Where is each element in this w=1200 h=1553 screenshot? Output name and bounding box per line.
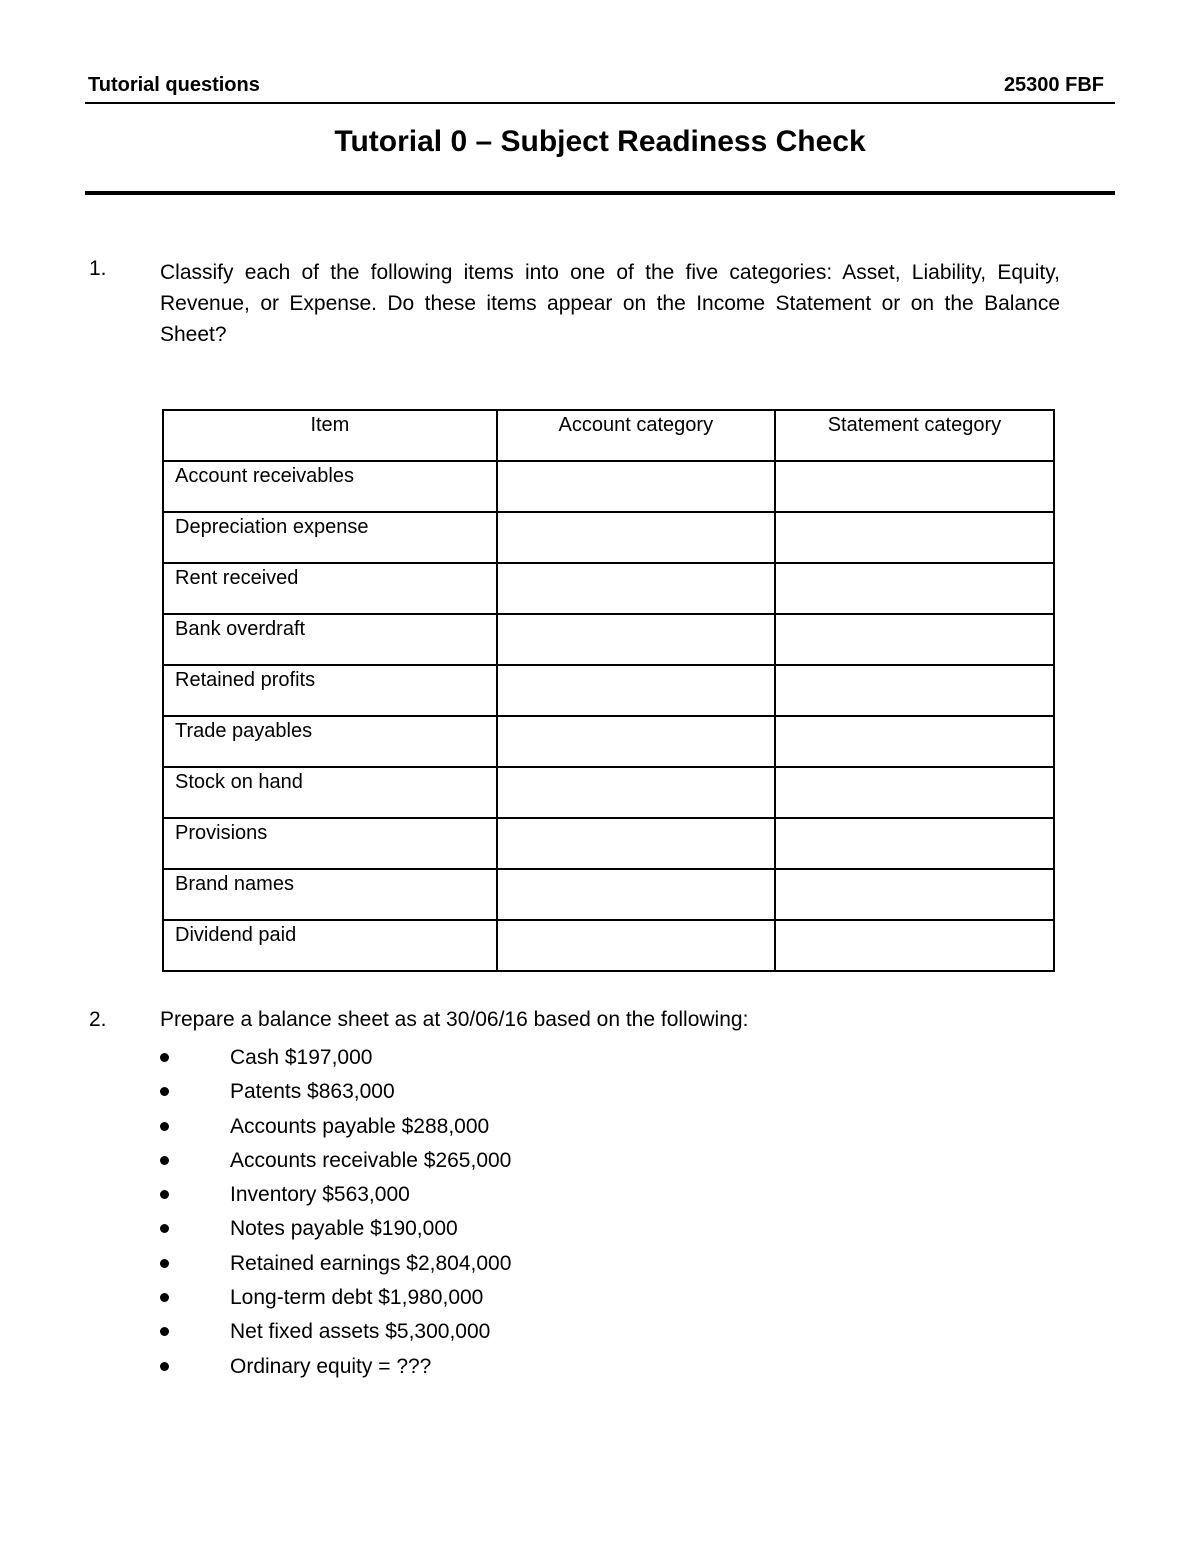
cell-item: Trade payables [163, 716, 497, 767]
bullet-icon [160, 1053, 169, 1062]
bullet-icon [160, 1259, 169, 1268]
list-item-text: Notes payable $190,000 [230, 1217, 458, 1241]
cell-statement-category [775, 563, 1054, 614]
list-item-text: Patents $863,000 [230, 1080, 395, 1104]
list-item-text: Net fixed assets $5,300,000 [230, 1320, 491, 1344]
list-item-text: Retained earnings $2,804,000 [230, 1251, 512, 1275]
cell-item: Retained profits [163, 665, 497, 716]
cell-item: Provisions [163, 818, 497, 869]
cell-account-category [497, 512, 775, 563]
header-subject-code: 25300 FBF [1003, 74, 1104, 96]
question-2-text: Prepare a balance sheet as at 30/06/16 based on the following: [160, 1008, 749, 1031]
list-item-text: Accounts receivable $265,000 [230, 1148, 512, 1172]
cell-statement-category [775, 818, 1054, 869]
classification-table [162, 409, 1055, 972]
list-item [160, 1249, 511, 1283]
table-header-row [163, 410, 1054, 461]
cell-statement-category [775, 716, 1054, 767]
header-course-label: Tutorial questions [88, 74, 260, 96]
cell-statement-category [775, 512, 1054, 563]
table-row [163, 563, 1054, 614]
bullet-icon [160, 1156, 169, 1165]
list-item [160, 1112, 511, 1146]
cell-statement-category [775, 869, 1054, 920]
cell-account-category [497, 818, 775, 869]
list-item [160, 1077, 511, 1111]
list-item [160, 1043, 511, 1077]
table-row [163, 869, 1054, 920]
bullet-icon [160, 1224, 169, 1233]
bullet-icon [160, 1362, 169, 1371]
page-title: Tutorial 0 – Subject Readiness Check [334, 125, 866, 158]
list-item [160, 1317, 511, 1351]
cell-item: Bank overdraft [163, 614, 497, 665]
question-1-number: 1. [89, 257, 107, 280]
cell-statement-category [775, 920, 1054, 971]
bullet-icon [160, 1190, 169, 1199]
header-divider [85, 102, 1115, 104]
header-account-category: Account category [497, 410, 775, 461]
table-row [163, 461, 1054, 512]
bullet-icon [160, 1122, 169, 1131]
bullet-icon [160, 1327, 169, 1336]
question-2-number: 2. [89, 1008, 107, 1031]
list-item [160, 1146, 511, 1180]
balance-items-list [160, 1043, 511, 1386]
list-item [160, 1214, 511, 1248]
cell-account-category [497, 665, 775, 716]
bullet-icon [160, 1293, 169, 1302]
bullet-icon [160, 1087, 169, 1096]
cell-item: Dividend paid [163, 920, 497, 971]
table-row [163, 665, 1054, 716]
list-item [160, 1283, 511, 1317]
cell-statement-category [775, 767, 1054, 818]
cell-account-category [497, 716, 775, 767]
list-item [160, 1352, 511, 1386]
cell-item: Depreciation expense [163, 512, 497, 563]
table-body [163, 461, 1054, 971]
cell-item: Rent received [163, 563, 497, 614]
table-row [163, 920, 1054, 971]
list-item-text: Inventory $563,000 [230, 1183, 410, 1207]
header-statement-category: Statement category [775, 410, 1054, 461]
cell-account-category [497, 461, 775, 512]
cell-statement-category [775, 614, 1054, 665]
cell-account-category [497, 920, 775, 971]
list-item [160, 1180, 511, 1214]
title-divider [85, 191, 1115, 195]
page-header [88, 72, 1114, 102]
cell-account-category [497, 614, 775, 665]
list-item-text: Long-term debt $1,980,000 [230, 1286, 484, 1310]
table-row [163, 716, 1054, 767]
cell-account-category [497, 869, 775, 920]
cell-statement-category [775, 461, 1054, 512]
list-item-text: Cash $197,000 [230, 1046, 373, 1069]
table-row [163, 512, 1054, 563]
list-item-text: Accounts payable $288,000 [230, 1114, 490, 1138]
table-row [163, 614, 1054, 665]
cell-item: Stock on hand [163, 767, 497, 818]
list-item-text: Ordinary equity = ??? [230, 1354, 432, 1378]
cell-item: Account receivables [163, 461, 497, 512]
header-item: Item [163, 410, 497, 461]
cell-account-category [497, 563, 775, 614]
question-1-text: Classify each of the following items into one of the five categories: Asset, Liability, Equity, Revenue, or Expense. Do these items appear on the Income Statement or on the Balance Sheet? [160, 261, 1060, 346]
cell-item: Brand names [163, 869, 497, 920]
table-row [163, 767, 1054, 818]
cell-statement-category [775, 665, 1054, 716]
table-row [163, 818, 1054, 869]
cell-account-category [497, 767, 775, 818]
